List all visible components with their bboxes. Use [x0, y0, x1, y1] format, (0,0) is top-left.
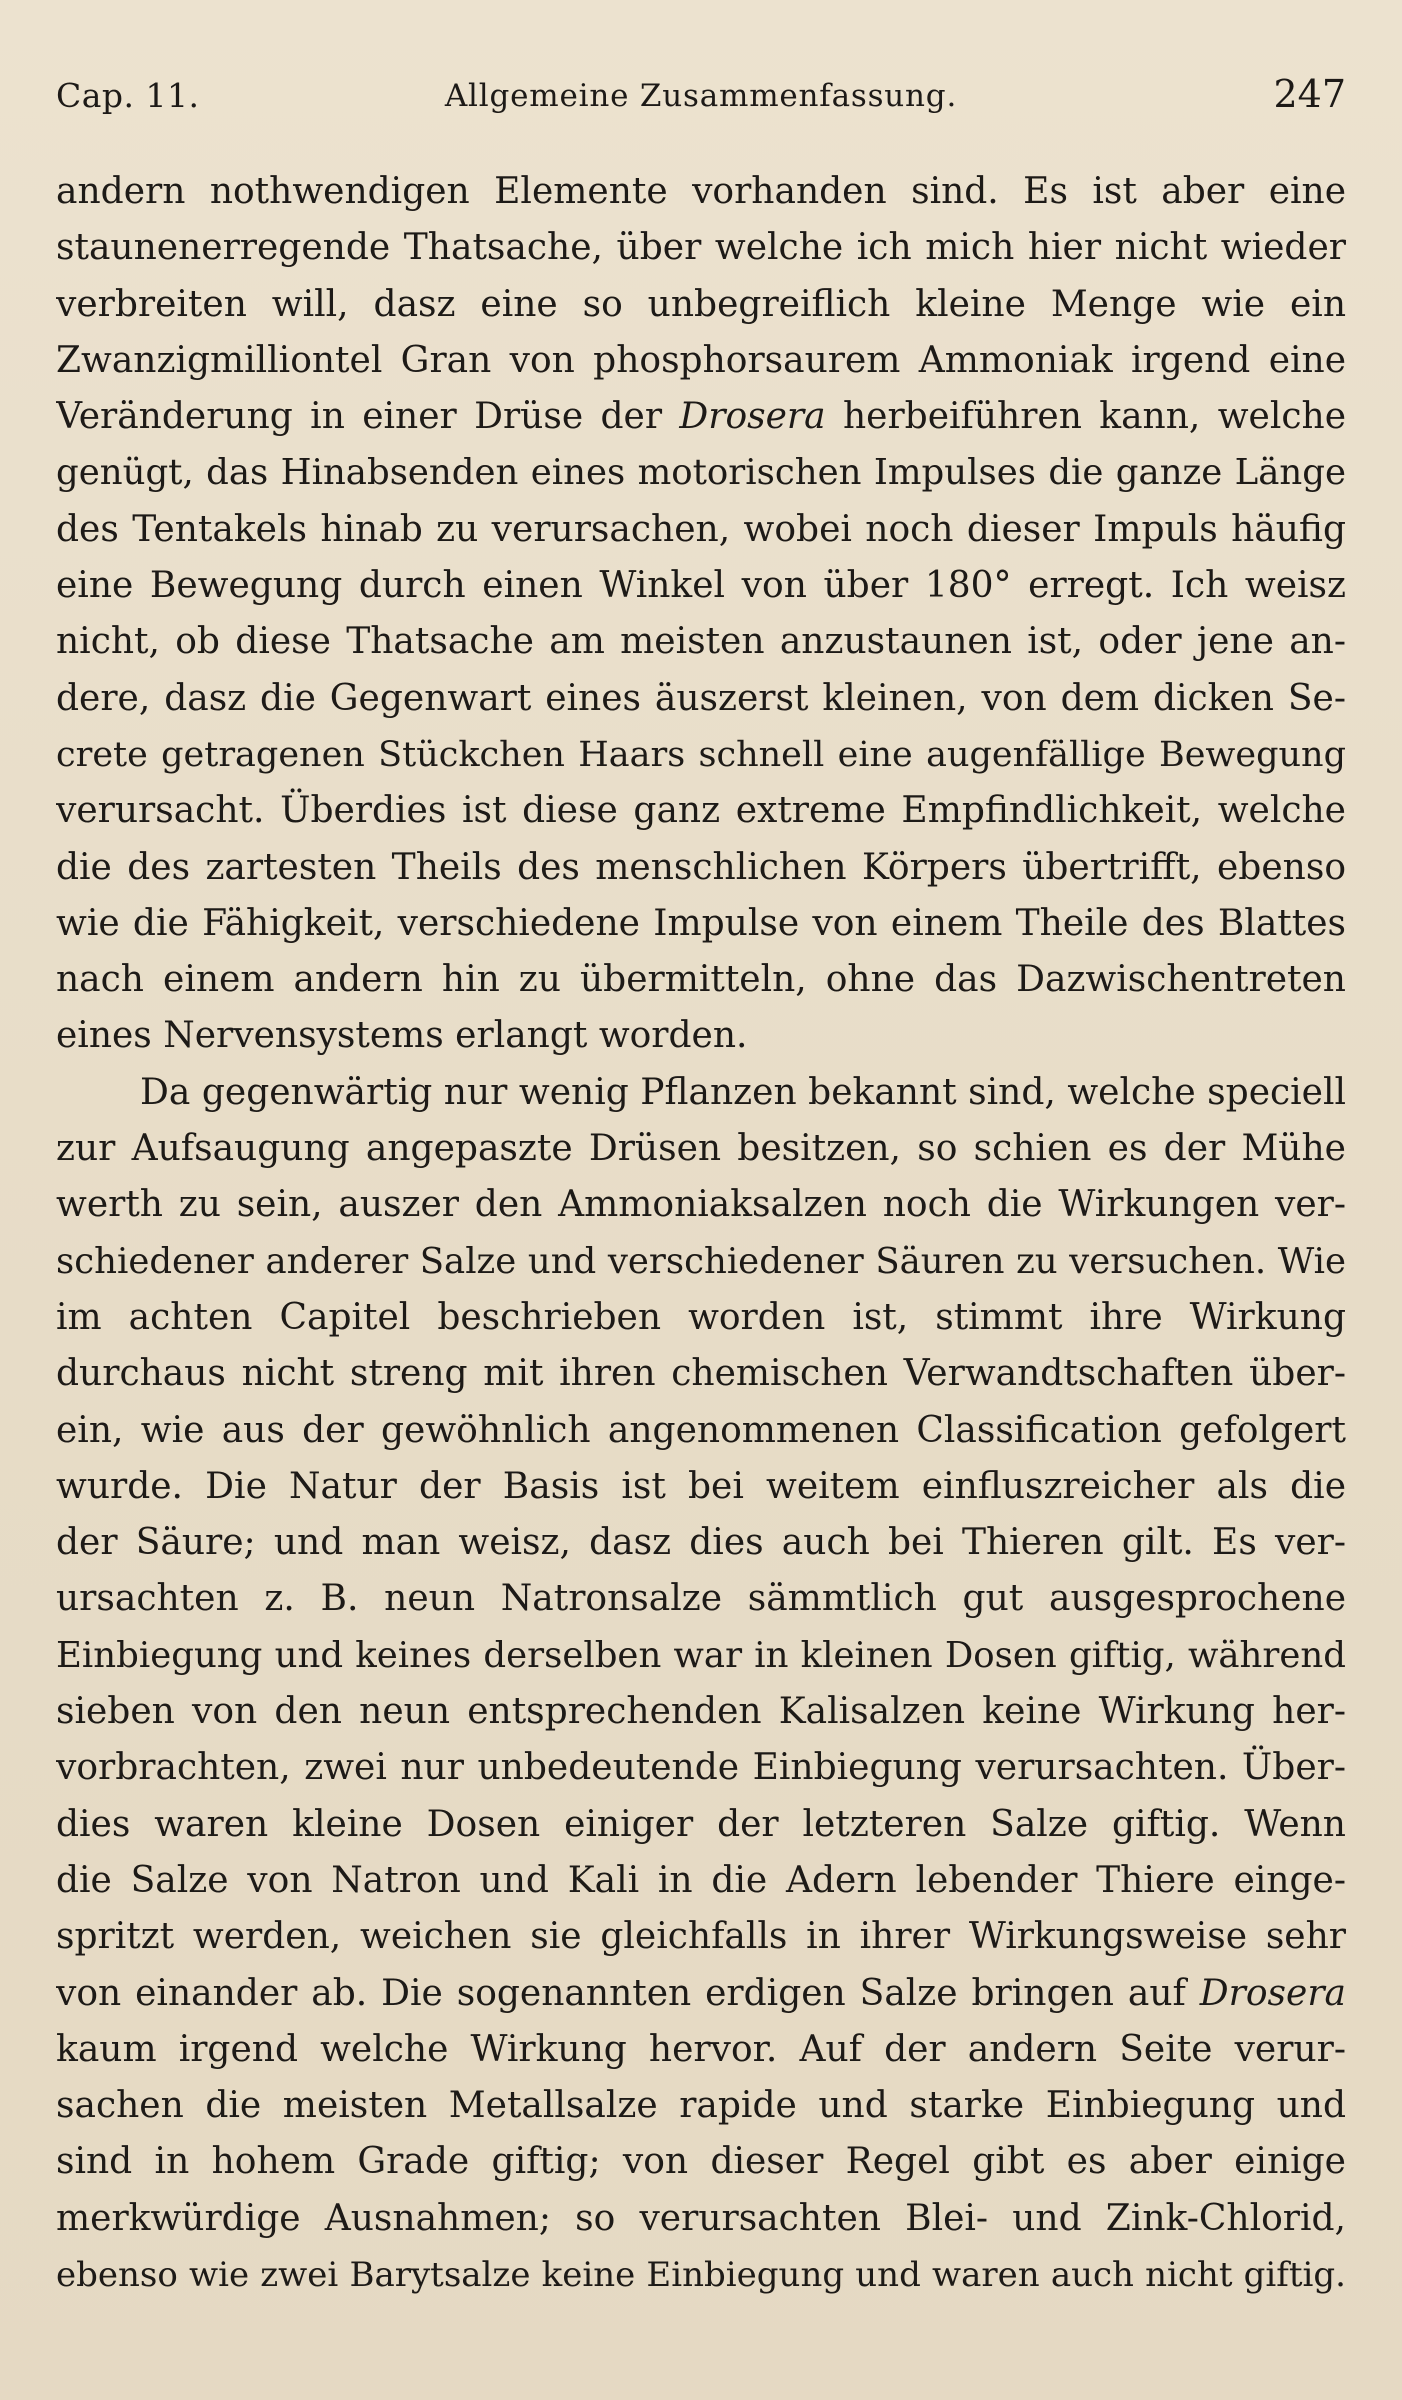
text-line: werth zu sein, auszer den Ammoniaksalzen noch die Wirkungen ver- [56, 1184, 1346, 1226]
text-line: ebenso wie zwei Barytsalze keine Einbiegung und waren auch nicht giftig. [56, 2254, 1346, 2295]
text-line: nicht, ob diese Thatsache am meisten anzustaunen ist, oder jene an- [56, 621, 1346, 663]
text-line: wurde. Die Natur der Basis ist bei weitem einfluszreicher als die [56, 1465, 1346, 1507]
text-line: eine Bewegung durch einen Winkel von über 180° erregt. Ich weisz [56, 565, 1346, 607]
text-line: Einbiegung und keines derselben war in kleinen Dosen giftig, während [56, 1634, 1346, 1676]
text-line: merkwürdige Ausnahmen; so verursachten Blei- und Zink-Chlorid, [56, 2197, 1346, 2239]
text-line: wie die Fähigkeit, verschiedene Impulse von einem Theile des Blattes [56, 902, 1346, 944]
text-line: von einander ab. Die sogenannten erdigen Salze bringen auf Drosera [56, 1972, 1346, 2014]
text-line: genügt, das Hinabsenden eines motorischen Impulses die ganze Länge [56, 452, 1346, 494]
text-line: ein, wie aus der gewöhnlich angenommenen Classification gefolgert [56, 1409, 1346, 1451]
text-line: Zwanzigmilliontel Gran von phosphorsaurem Ammoniak irgend eine [56, 339, 1346, 381]
paragraph [56, 1065, 1346, 2304]
text-line: nach einem andern hin zu übermitteln, ohne das Dazwischentreten [56, 959, 1346, 1001]
text-line: staunenerregende Thatsache, über welche ich mich hier nicht wieder [56, 227, 1346, 269]
text-line: eines Nervensystems erlangt worden. [56, 1015, 748, 1057]
text-line: vorbrachten, zwei nur unbedeutende Einbiegung verursachten. Über- [56, 1747, 1346, 1789]
text-line: schiedener anderer Salze und verschiedener Säuren zu versuchen. Wie [56, 1240, 1346, 1282]
text-line: des Tentakels hinab zu verursachen, wobei noch dieser Impuls häufig [56, 508, 1346, 550]
text-line: durchaus nicht streng mit ihren chemischen Verwandtschaften über- [56, 1353, 1346, 1395]
text-line: Da gegenwärtig nur wenig Pflanzen bekannt sind, welche speciell [140, 1071, 1346, 1113]
text-line: zur Aufsaugung angepaszte Drüsen besitzen, so schien es der Mühe [56, 1128, 1346, 1170]
text-line: kaum irgend welche Wirkung hervor. Auf der andern Seite verur- [56, 2028, 1346, 2070]
text-line: die des zartesten Theils des menschlichen Körpers übertrifft, ebenso [56, 846, 1346, 888]
running-header [56, 68, 1346, 128]
text-line: verursacht. Überdies ist diese ganz extreme Empfindlichkeit, welche [56, 790, 1346, 832]
chapter-label: Cap. 11. [56, 76, 200, 115]
text-line: ursachten z. B. neun Natronsalze sämmtlich gut ausgesprochene [56, 1578, 1346, 1620]
text-line: sieben von den neun entsprechenden Kalisalzen keine Wirkung her- [56, 1691, 1346, 1733]
text-line: der Säure; und man weisz, dasz dies auch bei Thieren gilt. Es ver- [56, 1522, 1346, 1564]
text-line: sind in hohem Grade giftig; von dieser Regel gibt es aber einige [56, 2141, 1346, 2183]
body-text [56, 164, 1346, 2303]
running-title: Allgemeine Zusammenfassung. [444, 78, 958, 114]
text-line: im achten Capitel beschrieben worden ist, stimmt ihre Wirkung [56, 1296, 1346, 1338]
text-line: dies waren kleine Dosen einiger der letzteren Salze giftig. Wenn [56, 1803, 1346, 1845]
text-line: crete getragenen Stückchen Haars schnell eine augenfällige Bewegung [56, 734, 1346, 775]
paragraph [56, 164, 1346, 1065]
text-line: spritzt werden, weichen sie gleichfalls in ihrer Wirkungsweise sehr [56, 1916, 1346, 1958]
text-line: sachen die meisten Metallsalze rapide und starke Einbiegung und [56, 2085, 1346, 2127]
text-line: dere, dasz die Gegenwart eines äuszerst kleinen, von dem dicken Se- [56, 677, 1346, 719]
text-line: die Salze von Natron und Kali in die Adern lebender Thiere einge- [56, 1859, 1346, 1901]
text-line: andern nothwendigen Elemente vorhanden sind. Es ist aber eine [56, 171, 1346, 212]
text-line: Veränderung in einer Drüse der Drosera herbeiführen kann, welche [56, 396, 1346, 438]
text-line: verbreiten will, dasz eine so unbegreiflich kleine Menge wie ein [56, 283, 1346, 325]
page-number: 247 [1273, 72, 1346, 116]
